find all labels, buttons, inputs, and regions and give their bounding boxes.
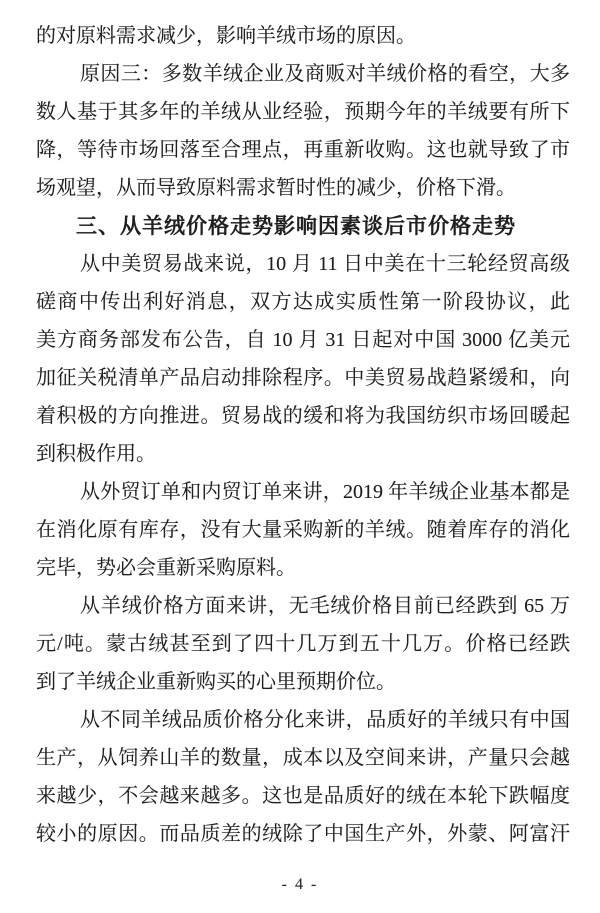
text-line: 生产，从饲养山羊的数量，成本以及空间来讲，产量只会越 xyxy=(36,747,570,769)
text-line: 磋商中传出利好消息，双方达成实质性第一阶段协议，此 xyxy=(36,291,570,313)
text-line: 美方商务部发布公告，自 10 月 31 日起对中国 3000 亿美元 xyxy=(36,329,570,351)
text-line: 原因三：多数羊绒企业及商贩对羊绒价格的看空，大多 xyxy=(80,63,570,85)
text-line: 从不同羊绒品质价格分化来讲，品质好的羊绒只有中国 xyxy=(80,709,570,731)
text-line: 来越少，不会越来越多。这也是品质好的绒在本轮下跌幅度 xyxy=(36,785,570,807)
text-line: 加征关税清单产品启动排除程序。中美贸易战趋紧缓和，向 xyxy=(36,367,570,389)
text-line: 从羊绒价格方面来讲，无毛绒价格目前已经跌到 65 万 xyxy=(80,595,570,617)
text-line: 从外贸订单和内贸订单来讲，2019 年羊绒企业基本都是 xyxy=(80,481,570,503)
text-line: 从中美贸易战来说，10 月 11 日中美在十三轮经贸高级 xyxy=(80,253,570,275)
text-line: 到了羊绒企业重新购买的心里预期价位。 xyxy=(36,671,396,693)
text-line: 到积极作用。 xyxy=(36,443,156,465)
text-line: 在消化原有库存，没有大量采购新的羊绒。随着库存的消化 xyxy=(36,519,570,541)
page-number: - 4 - xyxy=(281,876,319,893)
text-line: 着积极的方向推进。贸易战的缓和将为我国纺织市场回暖起 xyxy=(36,405,570,427)
text-line: 降，等待市场回落至合理点，再重新收购。这也就导致了市 xyxy=(36,139,570,161)
text-line: 元/吨。蒙古绒甚至到了四十几万到五十几万。价格已经跌 xyxy=(36,633,570,655)
text-line: 场观望，从而导致原料需求暂时性的减少，价格下滑。 xyxy=(36,177,516,199)
text-line: 较小的原因。而品质差的绒除了中国生产外，外蒙、阿富汗 xyxy=(36,823,570,845)
text-line: 完毕，势必会重新采购原料。 xyxy=(36,557,296,579)
section-heading: 三、从羊绒价格走势影响因素谈后市价格走势 xyxy=(76,214,516,238)
text-line: 的对原料需求减少，影响羊绒市场的原因。 xyxy=(36,25,416,47)
text-line: 数人基于其多年的羊绒从业经验，预期今年的羊绒要有所下 xyxy=(36,101,570,123)
